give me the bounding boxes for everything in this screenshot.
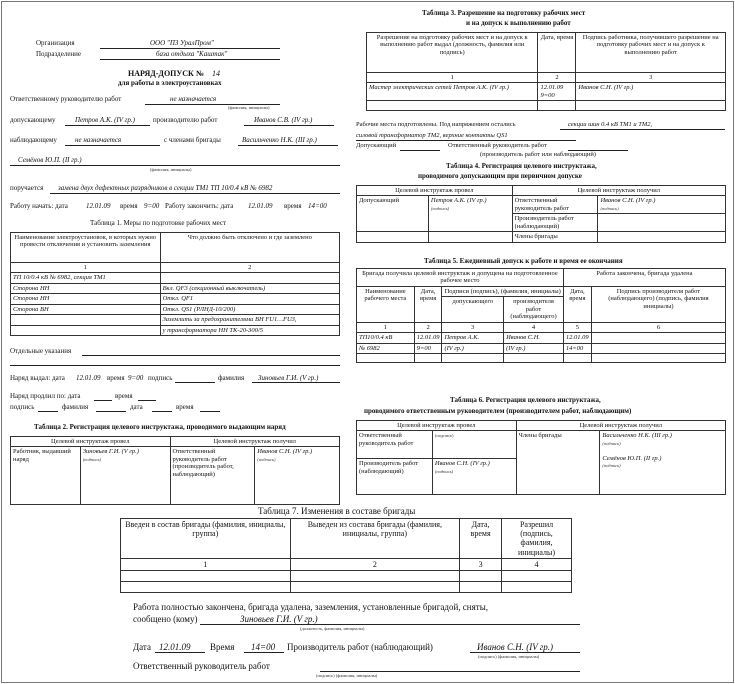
issued-date: 12.01.09 (76, 374, 101, 382)
org-label: Организация (36, 39, 75, 47)
t2-header: Целевой инструктаж получил (170, 437, 340, 447)
caption: (подпись) (434, 468, 454, 474)
t7-header: Выведен из состава бригады (фамилия, инициалы, группа) (290, 519, 460, 559)
table-cell: Ответственный руководитель работ (357, 431, 433, 459)
end-label: Работу закончить: дата (165, 202, 234, 210)
issued-label: Наряд выдал: дата (10, 374, 65, 382)
member2-value: Семёнов Ю.П. (II гр.) (18, 156, 82, 164)
caption: (подпись) (602, 463, 621, 469)
t6-header: Целевой инструктаж провел (357, 421, 517, 431)
table-cell: № 6982 (357, 343, 415, 353)
t3-date: 12.01.09 (540, 84, 564, 92)
finish-producer-value: Иванов С.Н. (IV гр.) (477, 642, 554, 652)
table-cell: Сторона НН (11, 294, 161, 304)
t5-header: допускающего (442, 297, 504, 322)
table-cell: Сторона НН (11, 283, 161, 293)
table-cell (255, 447, 340, 505)
table-5 (356, 268, 726, 363)
producer-label: производителю работ (153, 116, 218, 124)
t5-header: производителя работ (наблюдающего) (504, 297, 564, 322)
table-cell: Петров А.К. (442, 333, 504, 343)
t6-title: Таблица 6. Регистрация целевого инструктажа, (450, 396, 601, 404)
resp-label: Ответственному руководителю работ (10, 95, 122, 103)
issued-time: 9=00 (128, 374, 144, 382)
table-cell (460, 571, 502, 582)
prep-value-2: силовой трансформатор ТМ2, верхние контакты QS1 (356, 132, 508, 139)
table-cell (598, 196, 726, 214)
t5-title: Таблица 5. Ежедневный допуск к работе и время ее окончания (424, 257, 623, 265)
table-7 (120, 518, 572, 593)
t3-header: Разрешение на подготовку рабочих мест и на допуск к выполнению работ выдал (должность, фамилия или подпись) (367, 33, 538, 73)
end-time-label: время (284, 202, 302, 210)
finish-date-label: Дата (133, 642, 151, 652)
issued-time-label: время (107, 374, 125, 382)
start-time: 9=00 (144, 202, 160, 210)
table-cell (290, 571, 460, 582)
extended-label: Наряд продлил по: дата (10, 392, 81, 400)
t2-title: Таблица 2. Регистрация целевого инструктажа, проводимого выдающим наряд (34, 423, 286, 431)
issued-by: Зиновьев Г.И. (V гр.) (258, 374, 319, 382)
prep-label: Рабочие места подготовлены. Под напряжением остались (356, 121, 516, 128)
t4-header: Целевой инструктаж получил (512, 186, 725, 196)
t4-title: Таблица 4. Регистрация целевого инструктажа, (446, 162, 597, 170)
t5-header: Работа закончена, бригада удалена (563, 269, 725, 287)
table-cell (576, 101, 726, 111)
t5-num: 5 (563, 322, 591, 332)
caption: (фамилия, инициалы) (150, 167, 192, 172)
table-cell (11, 315, 161, 325)
t5-num: 1 (357, 322, 415, 332)
finish-date: 12.01.09 (159, 642, 191, 652)
table-cell: Мастер электрических сетей Петров А.К. (IV гр.) (367, 83, 538, 101)
t5-num: 2 (414, 322, 442, 332)
table-cell (598, 232, 726, 242)
t7-header: Введен в состав бригады (фамилия, инициалы, группа) (121, 519, 291, 559)
t4-receiver: Иванов С.Н. (IV гр.) (600, 197, 656, 205)
table-cell: ТП10/0.4 кВ (357, 333, 415, 343)
sign2-label: подпись (10, 403, 35, 411)
t7-title: Таблица 7. Изменения в составе бригады (258, 506, 416, 516)
t3-header: Подпись работника, получившего разрешение на подготовку рабочих мест и на допуск к выполнению работ (576, 33, 726, 73)
t3-num: 1 (367, 73, 538, 83)
table-cell (502, 571, 572, 582)
caption: (подпись) (фамилия, инициалы) (316, 673, 378, 678)
ext-time-label: время (115, 392, 133, 400)
caption: (должность, фамилия, инициалы) (300, 626, 365, 631)
t5-num: 3 (442, 322, 504, 332)
t5-header: Подпись производителя работ (наблюдающего) (подпись, фамилия инициалы) (591, 286, 725, 322)
caption: (подпись) (257, 456, 276, 462)
table-cell: 12.01.09 (414, 333, 442, 343)
caption: (фамилия, инициалы) (228, 105, 270, 110)
table-cell: 14=00 (563, 343, 591, 353)
table-cell: Вкл. QF3 (секционный выключатель) (160, 283, 339, 293)
table-cell: Заземлить за предохранителями ВН FU1…FU3, (160, 315, 339, 325)
caption: (подпись) (430, 205, 450, 211)
t7-header: Разрешил (подпись, фамилия, инициалы) (502, 519, 572, 559)
table-cell (538, 101, 576, 111)
producer-value: Иванов С.В. (IV гр.) (254, 116, 313, 124)
table-cell (563, 354, 591, 363)
table-cell (442, 354, 504, 363)
table-cell: Работник, выдавший наряд (11, 447, 81, 505)
table-cell (357, 232, 429, 242)
table-cell (160, 273, 339, 283)
table-cell: Ответственный руководитель работ (производитель работ, наблюдающий) (170, 447, 255, 505)
table-cell (121, 582, 291, 593)
table-1 (10, 232, 340, 336)
table-cell (80, 447, 170, 505)
members-value: Васильченко Н.К. (III гр.) (242, 136, 317, 144)
t6-member: Семёнов Ю.П. (II гр.) (602, 454, 662, 462)
t5-header: Дата, время (563, 286, 591, 322)
t1-header-2: Что должно быть отключено и где заземлено (160, 233, 339, 263)
t3-time: 9=00 (540, 91, 555, 99)
table-cell: ТП 10/0.4 кВ № 6982, секция ТМ1 (11, 273, 161, 283)
finish-resp-label: Ответственный руководитель работ (133, 661, 270, 671)
task-value: замена двух дефектных разрядников в секции ТМ1 ТП 10/0.4 кВ № 6982 (58, 184, 273, 192)
table-cell: у трансформатора НН ТК-20-300/5 (160, 325, 339, 335)
t6-title: проводимого ответственным руководителем (производителем работ, наблюдающим) (364, 407, 632, 415)
prep-admit-label: Допускающий (356, 142, 397, 149)
org-value: ООО "ПЗ УралПром" (150, 39, 214, 47)
surname2-label: фамилия (62, 403, 89, 411)
t7-header: Дата, время (460, 519, 502, 559)
dept-value: база отдыха "Каштак" (156, 50, 228, 58)
finish-time: 14=00 (251, 642, 276, 652)
observer-value: не назначается (75, 136, 122, 144)
table-cell: Члены бригады (516, 431, 600, 495)
table-cell (598, 214, 726, 232)
table-cell (591, 343, 725, 353)
t5-num: 4 (504, 322, 564, 332)
caption: (подпись) (82, 456, 102, 462)
t6-receiver: Иванов С.Н. (IV гр.) (434, 460, 490, 468)
admit-value: Петров А.К. (IV гр.) (75, 116, 135, 124)
table-6 (356, 420, 726, 495)
start-time-label: время (120, 202, 138, 210)
table-cell: Сторона ВН (11, 304, 161, 314)
start-label: Работу начать: дата (10, 202, 68, 210)
dept-label: Подразделение (36, 50, 82, 58)
table-cell (538, 83, 576, 101)
order-title: НАРЯД-ДОПУСК № (128, 69, 204, 78)
table-cell: (IV гр.) (504, 343, 564, 353)
table-3 (366, 32, 726, 111)
special-label: Отдельные указания (10, 347, 72, 355)
caption: (подпись) (434, 433, 454, 439)
t3-num: 2 (538, 73, 576, 83)
table-cell (290, 582, 460, 593)
t3-header: Дата, время (538, 33, 576, 73)
table-cell (432, 431, 516, 459)
admit-label: допускающему (10, 116, 56, 124)
finish-line-1: Работа полностью закончена, бригада удалена, заземления, установленные бригадой, сняты, (133, 602, 488, 612)
t1-num: 2 (160, 263, 339, 273)
table-cell (600, 431, 726, 495)
t2-header: Целевой инструктаж провел (11, 437, 171, 447)
table-cell (367, 101, 538, 111)
prep-value-1: секции шин 0.4 кВ ТМ1 и ТМ2, (568, 121, 653, 128)
table-cell: 9=00 (414, 343, 442, 353)
t5-header: Подписи (подпись), (фамилия, инициалы) (442, 286, 563, 296)
table-cell (414, 354, 442, 363)
t4-signer: Петров А.К. (IV гр.) (430, 197, 487, 205)
caption: (подпись) (602, 440, 621, 446)
table-2 (10, 436, 340, 505)
finish-time-label: Время (210, 642, 235, 652)
caption: (подпись) (600, 205, 619, 211)
t6-member: Васильченко Н.К. (III гр.) (602, 432, 672, 440)
t3-title: Таблица 3. Разрешение на подготовку рабочих мест (422, 9, 586, 17)
table-cell: Иванов С.Н. (IV гр.) (576, 83, 726, 101)
table-cell (432, 459, 516, 495)
table-cell: Откл. QF1 (160, 294, 339, 304)
t2-signer: Зиновьев Г.И. (V гр.) (82, 448, 139, 456)
end-date: 12.01.09 (248, 202, 273, 210)
start-date: 12.01.09 (86, 202, 111, 210)
t7-num: 4 (502, 559, 572, 571)
t1-header-1: Наименование электроустановок, в которых нужно провести отключения и установить заземления (11, 233, 161, 263)
t5-header: Наименование рабочего места (357, 286, 415, 322)
prep-resp-label: Ответственный руководитель работ (448, 142, 547, 149)
table-cell: Производитель работ (наблюдающий) (512, 214, 598, 232)
table-cell (121, 571, 291, 582)
t6-header: Целевой инструктаж получил (516, 421, 725, 431)
resp-value: не назначается (170, 95, 217, 103)
table-cell: Откл. QS1 (РЛНД-10/200) (160, 304, 339, 314)
members-label: с членами бригады (164, 136, 221, 144)
observer-label: наблюдающему (10, 136, 57, 144)
prep-producer-caption: (производитель работ или наблюдающий) (480, 151, 596, 158)
order-subtitle: для работы в электроустановках (118, 79, 222, 87)
date2-label: дата (130, 403, 143, 411)
finish-producer-label: Производитель работ (наблюдающий) (287, 642, 433, 652)
t7-num: 2 (290, 559, 460, 571)
t5-header: Дата, время (414, 286, 442, 322)
t5-num: 6 (591, 322, 725, 332)
end-time: 14=00 (308, 202, 327, 210)
table-4 (356, 185, 726, 243)
table-cell: (IV гр.) (442, 343, 504, 353)
t3-num: 3 (576, 73, 726, 83)
t1-num: 1 (11, 263, 161, 273)
table-cell (428, 232, 512, 242)
table-cell: Члены бригады (512, 232, 598, 242)
table-cell: Допускающий (357, 196, 429, 232)
table-cell: Производитель работ (наблюдающий) (357, 459, 433, 495)
finish-line-2-label: сообщено (кому) (133, 614, 198, 624)
table-cell (11, 325, 161, 335)
table-cell (428, 196, 512, 232)
finish-line-2-value: Зиновьев Г.И. (V гр.) (240, 614, 318, 624)
t4-title: проводимого допускающим при первичном допуске (418, 172, 582, 180)
table-cell (591, 354, 725, 363)
t2-receiver: Иванов С.Н. (IV гр.) (257, 448, 313, 456)
table-cell: Иванов С.Н. (504, 333, 564, 343)
time2-label: время (176, 403, 194, 411)
table-cell (502, 582, 572, 593)
t1-title: Таблица 1. Меры по подготовке рабочих мест (90, 219, 227, 227)
t7-num: 3 (460, 559, 502, 571)
table-cell (357, 354, 415, 363)
t7-num: 1 (121, 559, 291, 571)
task-label: поручается (10, 184, 44, 192)
surname-label: фамилия (218, 374, 245, 382)
table-cell: 12.01.09 (563, 333, 591, 343)
caption: (подпись) (фамилия, инициалы) (478, 654, 540, 659)
table-cell: Ответственный руководитель работ (512, 196, 598, 214)
t3-title: и на допуск к выполнению работ (466, 19, 571, 27)
t5-header: Бригада получила целевой инструктаж и допущена на подготовленное рабочее место (357, 269, 564, 287)
table-cell (591, 333, 725, 343)
order-number: 14 (212, 69, 220, 78)
sign-label: подпись (148, 374, 173, 382)
table-cell (460, 582, 502, 593)
t4-header: Целевой инструктаж провел (357, 186, 513, 196)
table-cell (504, 354, 564, 363)
